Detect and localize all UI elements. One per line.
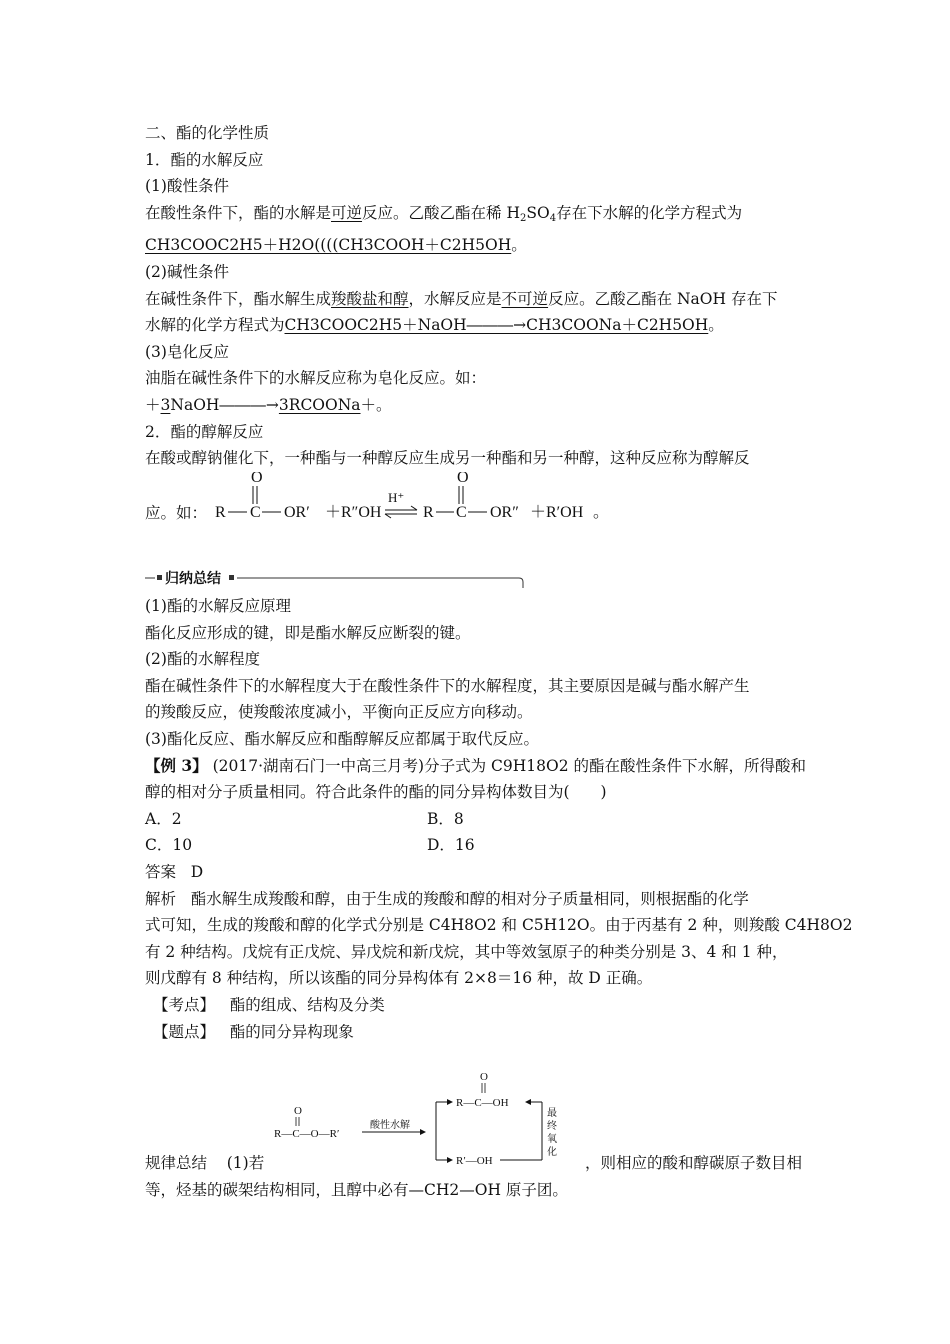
saponification-title: (3)皂化反应 <box>145 342 229 361</box>
acid-condition-text: 在酸性条件下，酯的水解是可逆反应。乙酸乙酯在稀 $H_2SO_4$存在下水解的化学方程式为 <box>145 203 743 224</box>
example-question-line-2: 醇的相对分子质量相同。符合此条件的酯的同分异构体数目为( ) <box>145 783 607 802</box>
kaodian-line: 【考点】 酯的组成、结构及分类 <box>153 995 385 1014</box>
summary-item-2-text-a: 酯在碱性条件下的水解程度大于在酸性条件下的水解程度，其主要原因是碱与酯水解产生 <box>145 676 750 695</box>
or-group-1: OR′ <box>284 503 310 521</box>
answer-value: D <box>190 862 204 881</box>
ester-oxygen: O <box>294 1105 302 1117</box>
summary-section <box>145 593 853 1045</box>
alcoholysis-text: 在酸或醇钠催化下，一种酯与一种醇反应生成另一种酯和另一种醇，这种反应称为醇解反 <box>145 449 750 468</box>
carbon-1: C <box>250 503 261 521</box>
reagent-alcohol: ＋R″OH <box>325 503 382 521</box>
example-question-line-1: 【例 3】 (2017·湖南石门一中高三月考)分子式为 C9H18O2 的酯在酸性条件下水解，所得酸和 <box>145 755 806 775</box>
rule-text-line-1-end: ，则相应的酸和醇碳原子数目相 <box>585 1154 803 1172</box>
summary-item-1-text: 酯化反应形成的键，即是酯水解反应断裂的键。 <box>145 623 471 642</box>
r-group-1: R <box>215 503 226 521</box>
side-label-4: 化 <box>547 1147 557 1158</box>
options-row-2 <box>145 832 815 859</box>
summary-item-1-title: (1)酯的水解反应原理 <box>145 597 291 615</box>
or-group-2: OR″ <box>490 503 519 521</box>
answer-line: 答案 D <box>145 862 204 881</box>
rule-text-line-2: 等，烃基的碳架结构相同，且醇中必有—CH2—OH 原子团。 <box>145 1181 568 1199</box>
acid-condition-title: (1)酸性条件 <box>145 177 229 196</box>
carbon-2: C <box>456 503 467 521</box>
base-condition-title: (2)碱性条件 <box>145 262 229 281</box>
summary-item-2-title: (2)酯的水解程度 <box>145 650 260 669</box>
analysis-line-1: 解析 酯水解生成羧酸和醇，由于生成的羧酸和醇的相对分子质量相同，则根据酯的化学 <box>145 889 749 908</box>
analysis-line-3: 有 2 种结构。戊烷有正戊烷、异戊烷和新戊烷，其中等效氢原子的种类分别是 3、4 和 1 种， <box>145 942 788 961</box>
carbonyl-oxygen-1: O <box>251 471 263 486</box>
acid-oxygen: O <box>480 1071 488 1083</box>
side-label-3: 氧 <box>547 1134 557 1145</box>
hydrolysis-diagram <box>270 1068 590 1168</box>
equation-end: 。 <box>593 503 610 521</box>
option-d[interactable]: D．16 <box>427 836 475 855</box>
summary-item-2-text-b: 的羧酸反应，使羧酸浓度减小，平衡向正反应方向移动。 <box>145 703 533 722</box>
acid-equation: CH3COOC2H5＋H2O((((CH3COOH＋C2H5OH。 <box>145 236 527 255</box>
option-a[interactable]: A．2 <box>145 809 182 828</box>
summary-header <box>145 567 525 589</box>
alcohol-formula: R′—OH <box>456 1155 493 1167</box>
example-tag: 【例 3】 <box>145 755 208 775</box>
product-alcohol: ＋R′OH <box>530 503 584 521</box>
options-row-1 <box>145 806 815 833</box>
alcoholysis-equation-line: 应。如： O R C OR′ ＋R″OH H⁺ O R C OR″ ＋R′OH 。 <box>145 472 815 528</box>
option-c[interactable]: C．10 <box>145 836 193 855</box>
alcoholysis-equation <box>205 472 725 528</box>
analysis-line-4: 则戊醇有 8 种结构，所以该酯的同分异构体有 2×8＝16 种，故 D 正确。 <box>145 969 653 988</box>
rule-section <box>145 1068 815 1208</box>
subsection-hydrolysis-title: 1．酯的水解反应 <box>145 150 264 169</box>
document-page <box>145 120 815 528</box>
base-equation: 水解的化学方程式为CH3COOC2H5＋NaOH―――→CH3COONa＋C2H5OH。 <box>145 316 724 335</box>
example-source: (2017·湖南石门一中高三月考) <box>212 756 425 775</box>
catalyst-label: H⁺ <box>388 489 405 505</box>
saponification-text: 油脂在碱性条件下的水解反应称为皂化反应。如： <box>145 369 487 388</box>
arrow-label: 酸性水解 <box>370 1120 410 1131</box>
ester-formula: R—C—O—R′ <box>274 1128 340 1140</box>
subsection-alcoholysis-title: 2．酯的醇解反应 <box>145 422 264 441</box>
summary-label: 归纳总结 <box>165 571 221 587</box>
carbonyl-oxygen-2: O <box>457 471 469 486</box>
base-condition-text: 在碱性条件下，酯水解生成羧酸盐和醇，水解反应是不可逆反应。乙酸乙酯在 NaOH 存在下 <box>145 289 778 308</box>
summary-item-3-text: (3)酯化反应、酯水解反应和酯醇解反应都属于取代反应。 <box>145 729 539 748</box>
r-group-2: R <box>423 503 434 521</box>
acid-formula: R—C—OH <box>456 1097 509 1109</box>
option-b[interactable]: B．8 <box>427 809 464 828</box>
tidian-line: 【题点】 酯的同分异构现象 <box>153 1022 354 1041</box>
analysis-line-2: 式可知，生成的羧酸和醇的化学式分别是 C4H8O2 和 C5H12O。由于丙基有 2 种，则羧酸 C4H8O2 <box>145 916 853 935</box>
side-label-1: 最 <box>547 1108 557 1119</box>
side-label-2: 终 <box>547 1121 557 1132</box>
rule-text-line-1: 规律总结 (1)若 <box>145 1154 265 1172</box>
saponification-equation: ＋3NaOH―――→3RCOONa＋。 <box>145 395 392 414</box>
section-title: 二、酯的化学性质 <box>145 124 270 142</box>
